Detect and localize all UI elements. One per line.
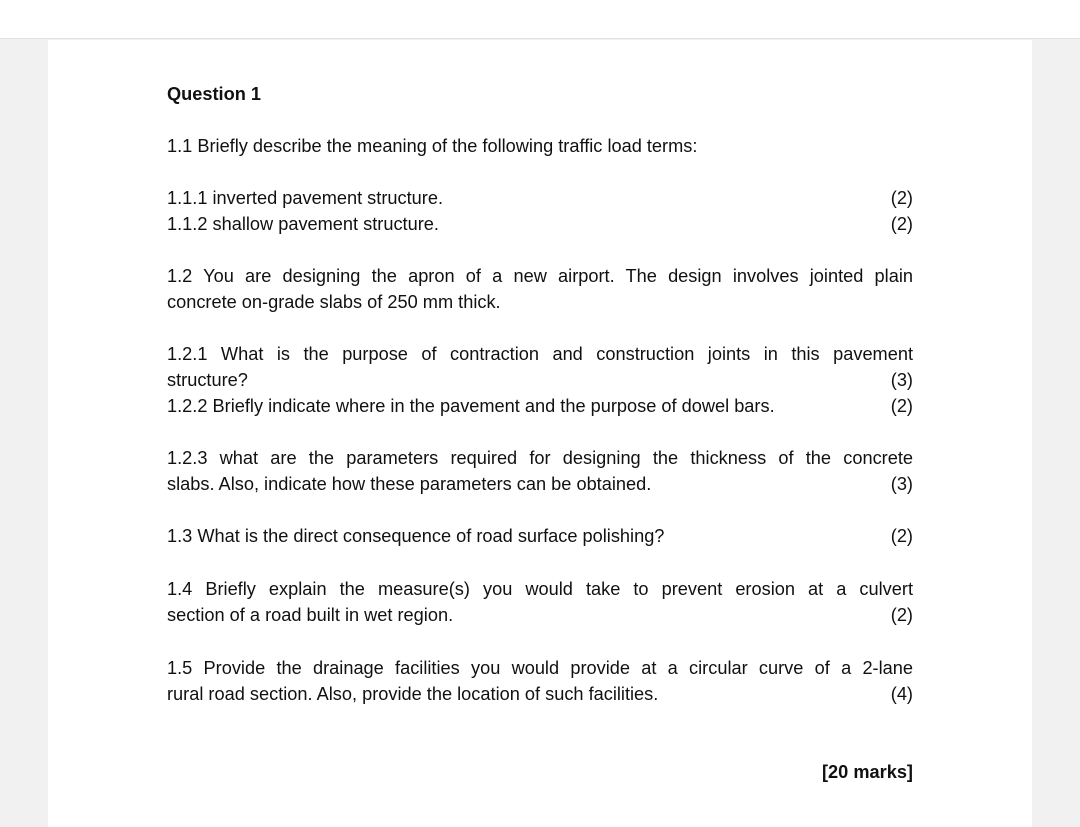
question-1-4-marks: (2) xyxy=(890,605,913,625)
viewer-toolbar xyxy=(0,0,1080,39)
question-1-3-marks: (2) xyxy=(890,526,913,546)
question-1-4-line-1: 1.4 Briefly explain the measure(s) you would take to prevent erosion at a culvert xyxy=(167,579,913,599)
question-1-5-marks: (4) xyxy=(890,684,913,704)
question-1-1-1-text: 1.1.1 inverted pavement structure. xyxy=(167,188,443,208)
question-1-2-line-2: concrete on-grade slabs of 250 mm thick. xyxy=(167,292,501,312)
question-1-1: 1.1 Briefly describe the meaning of the following traffic load terms: xyxy=(167,136,698,156)
question-1-2-1-marks: (3) xyxy=(890,370,913,390)
question-1-2-3-line-2 xyxy=(167,471,913,497)
question-1-2-1-line-2 xyxy=(167,367,913,393)
question-1-5-text: rural road section. Also, provide the location of such facilities. xyxy=(167,684,659,704)
question-1-2-2-marks: (2) xyxy=(890,396,913,416)
question-1-2-2 xyxy=(167,393,913,419)
question-1-2-2-text: 1.2.2 Briefly indicate where in the pavement and the purpose of dowel bars. xyxy=(167,396,775,416)
question-1-1-1 xyxy=(167,185,913,211)
question-1-3 xyxy=(167,523,913,549)
total-marks-row xyxy=(167,759,913,785)
question-1-2-1-line-1: 1.2.1 What is the purpose of contraction and construction joints in this pavement xyxy=(167,344,913,364)
question-1-1-2 xyxy=(167,211,913,237)
question-1-5-line-2 xyxy=(167,681,913,707)
question-1-3-text: 1.3 What is the direct consequence of road surface polishing? xyxy=(167,526,665,546)
question-1-2-line-1: 1.2 You are designing the apron of a new airport. The design involves jointed plain xyxy=(167,266,913,286)
question-1-1-1-marks: (2) xyxy=(890,188,913,208)
question-1-4-text: section of a road built in wet region. xyxy=(167,605,454,625)
question-1-1-2-text: 1.1.2 shallow pavement structure. xyxy=(167,214,439,234)
total-marks: [20 marks] xyxy=(822,762,913,782)
question-1-1-2-marks: (2) xyxy=(890,214,913,234)
question-1-2-3-marks: (3) xyxy=(890,474,913,494)
document-page xyxy=(48,40,1032,827)
question-1-2-3-line-1: 1.2.3 what are the parameters required for designing the thickness of the concrete xyxy=(167,448,913,468)
question-1-5-line-1: 1.5 Provide the drainage facilities you would provide at a circular curve of a 2-lane xyxy=(167,658,913,678)
question-content xyxy=(167,81,913,785)
question-1-2-1-text: structure? xyxy=(167,370,248,390)
question-1-2-3-text: slabs. Also, indicate how these parameters can be obtained. xyxy=(167,474,652,494)
question-1-4-line-2 xyxy=(167,602,913,628)
question-heading: Question 1 xyxy=(167,84,261,104)
